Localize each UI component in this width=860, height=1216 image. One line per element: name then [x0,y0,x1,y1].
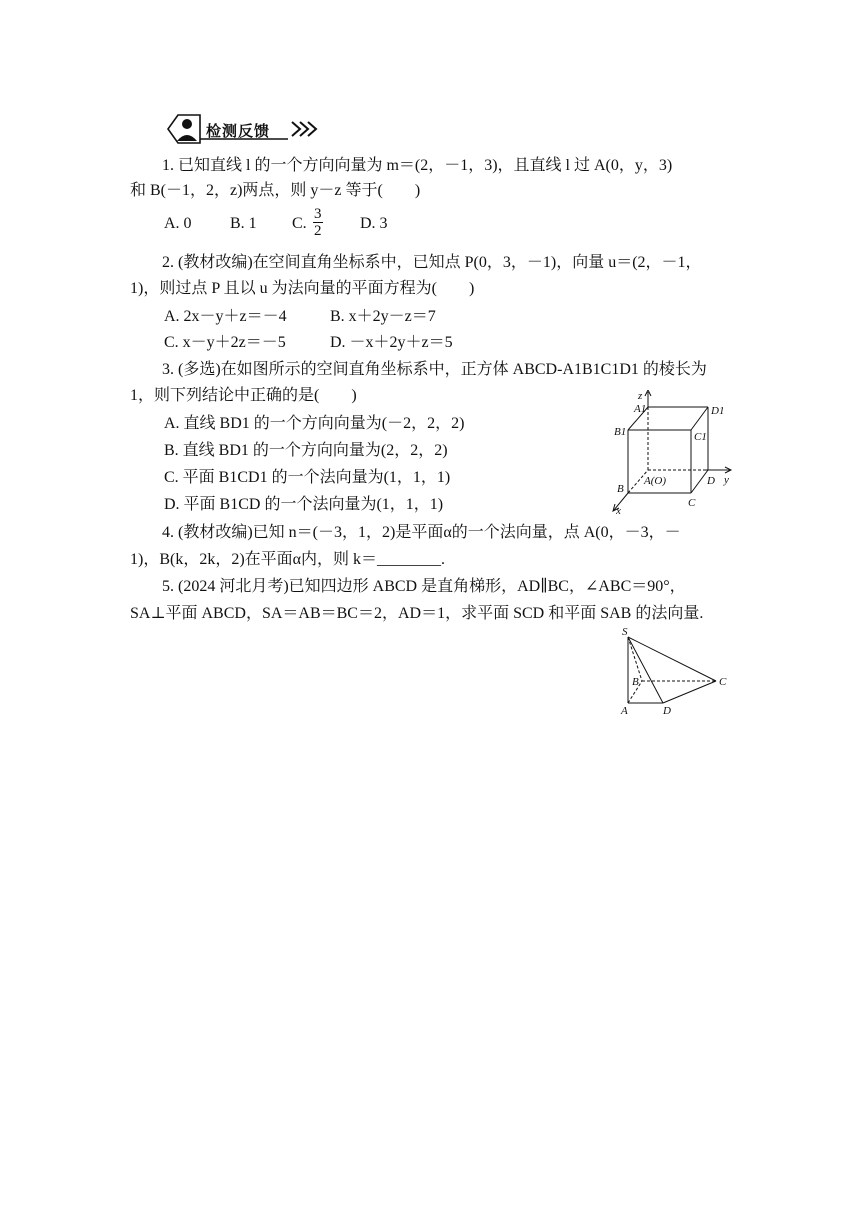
q5-line-2: SA⊥平面 ABCD，SA＝AB＝BC＝2，AD＝1，求平面 SCD 和平面 SAB 的法向量. [130,605,704,622]
pyramid-label-s: S [622,626,628,638]
q3-line-1: 3. (多选)在如图所示的空间直角坐标系中，正方体 ABCD-A1B1C1D1 的棱长为 [162,361,707,378]
q1-option-d: D. 3 [360,215,388,232]
cube-label-y: y [724,474,729,486]
q2-option-d: D. －x＋2y＋z＝5 [330,334,453,351]
cube-label-b1: B1 [614,426,627,438]
cube-label-c1: C1 [694,431,707,443]
q5-line-1: 5. (2024 河北月考)已知四边形 ABCD 是直角梯形，AD∥BC，∠ABC＝90°， [162,578,686,595]
q1-option-c-label: C. [292,215,307,232]
cube-label-ao: A(O) [644,475,666,487]
q3-option-b: B. 直线 BD1 的一个方向向量为(2，2，2) [164,442,448,459]
q2-line-2: 1)，则过点 P 且以 u 为法向量的平面方程为( ) [130,280,475,297]
cube-label-z: z [638,390,643,402]
q1-option-a: A. 0 [164,215,192,232]
pyramid-label-a: A [621,705,628,717]
q3-line-2: 1，则下列结论中正确的是( ) [130,387,357,404]
pyramid-label-d: D [663,705,671,717]
cube-label-d: D [707,475,715,487]
chevrons-icon [292,122,316,136]
section-title: 检测反馈 [206,122,271,140]
cube-label-b: B [617,483,624,495]
cube-figure [606,390,736,515]
fraction-denominator: 2 [314,223,322,239]
section-header [160,112,330,146]
pyramid-label-c: C [719,676,727,688]
person-icon [177,119,197,141]
cube-label-d1: D1 [711,405,725,417]
pyramid-figure [616,625,736,717]
pyramid-label-b: B [632,676,639,688]
q2-option-b: B. x＋2y－z＝7 [330,308,436,325]
fraction-numerator: 3 [314,206,322,222]
cube-label-a1: A1 [634,403,647,415]
q2-line-1: 2. (教材改编)在空间直角坐标系中，已知点 P(0，3，－1)，向量 u＝(2，－1， [162,254,702,271]
q1-option-b: B. 1 [230,215,257,232]
q3-option-a: A. 直线 BD1 的一个方向向量为(－2，2，2) [164,415,465,432]
cube-label-c: C [688,497,696,509]
q1-option-c-fraction [313,206,323,239]
q4-line-1: 4. (教材改编)已知 n＝(－3，1，2)是平面α的一个法向量，点 A(0，－3，－ [162,524,681,541]
cube-label-x: x [616,505,621,515]
q1-line-2: 和 B(－1，2，z)两点，则 y－z 等于( ) [130,182,421,199]
q2-option-c: C. x－y＋2z＝－5 [164,334,286,351]
q4-line-2: 1)，B(k，2k，2)在平面α内，则 k＝________. [130,551,446,568]
q3-option-d: D. 平面 B1CD 的一个法向量为(1，1，1) [164,496,444,513]
q3-option-c: C. 平面 B1CD1 的一个法向量为(1，1，1) [164,469,451,486]
q1-line-1: 1. 已知直线 l 的一个方向向量为 m＝(2，－1，3)，且直线 l 过 A(0，y，3) [162,157,673,174]
q2-option-a: A. 2x－y＋z＝－4 [164,308,287,325]
